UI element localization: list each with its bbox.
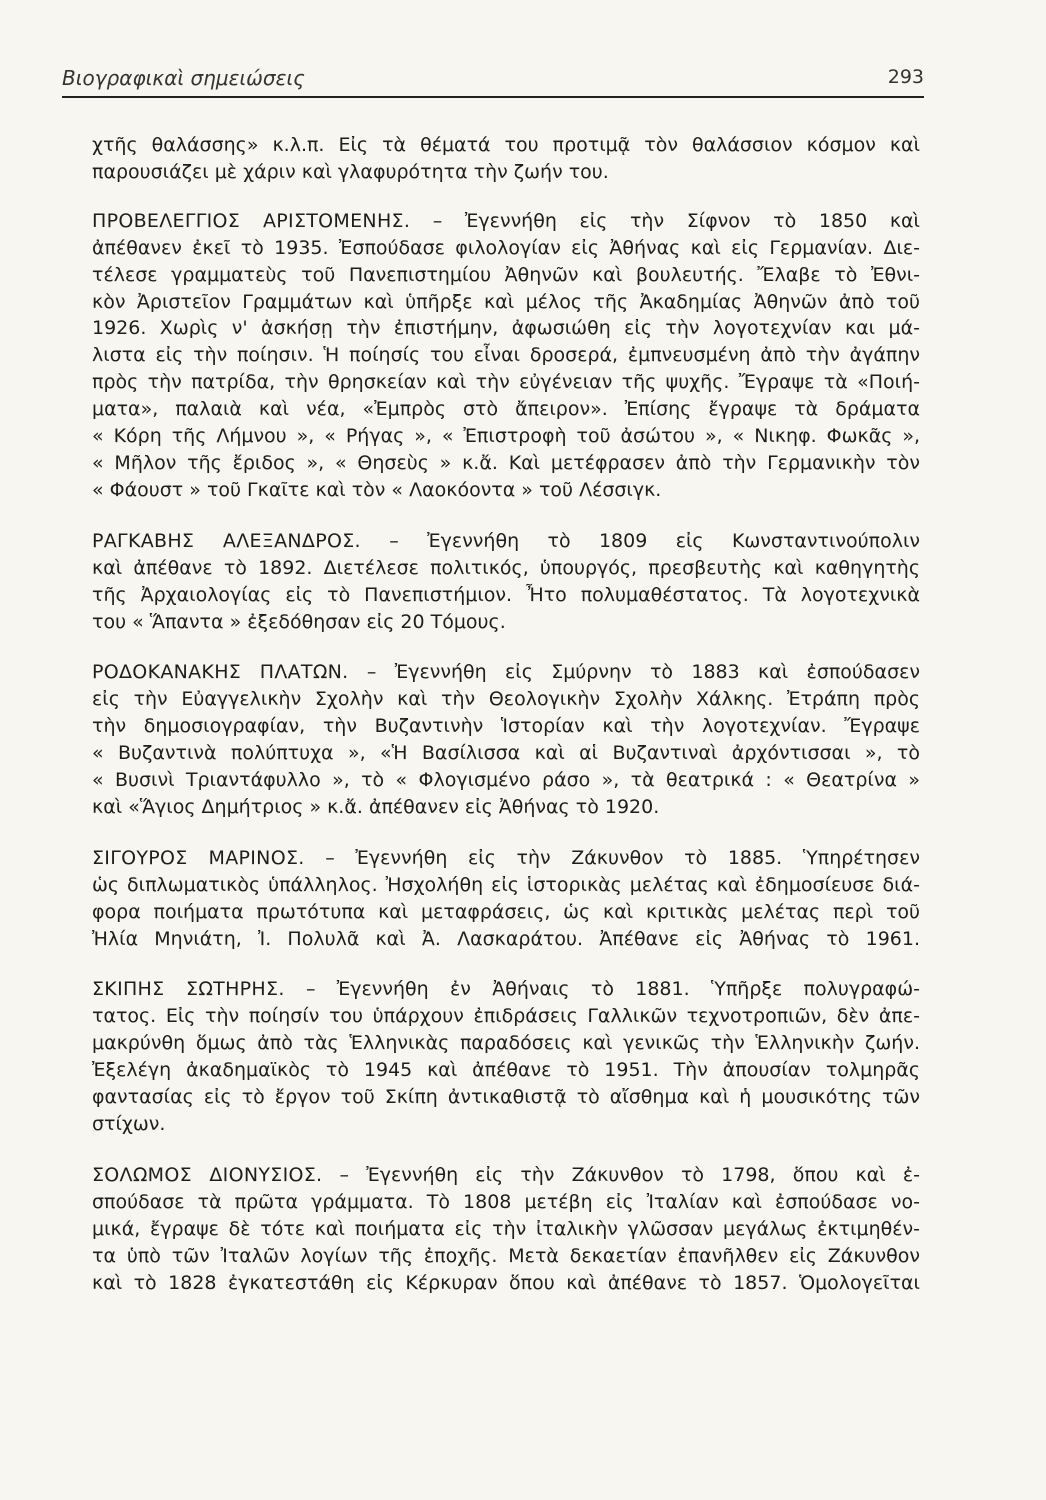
- entry-text: – Ἐγεννήθη ἐν Ἀθήναις τὸ 1881. Ὑπῆρξε πολυγραφώ-: [284, 978, 920, 1001]
- text-line: [92, 1162, 920, 1189]
- entry-solomos: [92, 1162, 920, 1297]
- text-line: σπούδασε τὰ πρῶτα γράμματα. Τὸ 1808 μετέβη εἰς Ἰταλίαν καὶ ἐσπούδασε νο-: [92, 1190, 920, 1213]
- text-line: [92, 659, 920, 686]
- running-title: Βιογραφικαὶ σημειώσεις: [62, 66, 305, 90]
- entry-name: ΠΡΟΒΕΛΕΓΓΙΟΣ ΑΡΙΣΤΟΜΕΝΗΣ.: [92, 209, 411, 232]
- text-line: πρὸς τὴν πατρίδα, τὴν θρησκείαν καὶ τὴν εὐγένειαν τῆς ψυχῆς. Ἔγραψε τὰ «Ποιή-: [92, 371, 920, 394]
- text-line: ματα», παλαιὰ καὶ νέα, «Ἐμπρὸς στὸ ἄπειρον». Ἐπίσης ἔγραψε τὰ δράματα: [92, 398, 920, 421]
- text-line: τα ὑπὸ τῶν Ἰταλῶν λογίων τῆς ἐποχῆς. Μετὰ δεκαετίαν ἐπανῆλθεν εἰς Ζάκυνθον: [92, 1244, 920, 1267]
- text-line: λιστα εἰς τὴν ποίησιν. Ἡ ποίησίς του εἶναι δροσερά, ἐμπνευσμένη ἀπὸ τὴν ἀγάπην: [92, 344, 920, 367]
- entry-skipis: [92, 976, 920, 1137]
- entry-name: ΣΙΓΟΥΡΟΣ ΜΑΡΙΝΟΣ.: [92, 846, 305, 869]
- entry-text: – Ἐγεννήθη εἰς τὴν Ζάκυνθον τὸ 1885. Ὑπηρέτησεν: [304, 846, 920, 869]
- text-line: « Μῆλον τῆς ἔριδος », « Θησεὺς » κ.ἄ. Καὶ μετέφρασεν ἀπὸ τὴν Γερμανικὴν τὸν: [92, 451, 920, 474]
- entry-text: – Ἐγεννήθη εἰς Σμύρνην τὸ 1883 καὶ ἐσπούδασεν: [348, 661, 920, 684]
- text-line: τέλεσε γραμματεὺς τοῦ Πανεπιστημίου Ἀθηνῶν καὶ βουλευτής. Ἔλαβε τὸ Ἐθνι-: [92, 263, 920, 286]
- text-line: τατος. Εἰς τὴν ποίησίν του ὑπάρχουν ἐπιδράσεις Γαλλικῶν τεχνοτροπιῶν, δὲν ἀπε-: [92, 1005, 920, 1028]
- text-line: καὶ ἀπέθανε τὸ 1892. Διετέλεσε πολιτικός, ὑπουργός, πρεσβευτὴς καὶ καθηγητὴς: [92, 556, 920, 579]
- entry-sigouros: [92, 845, 920, 953]
- entry-name: ΡΟΔΟΚΑΝΑΚΗΣ ΠΛΑΤΩΝ.: [92, 661, 349, 684]
- text-line: ὡς διπλωματικὸς ὑπάλληλος. Ἠσχολήθη εἰς ἱστορικὰς μελέτας καὶ ἐδημοσίευσε διά-: [92, 873, 920, 896]
- text-line: Ἐξελέγη ἀκαδημαϊκὸς τὸ 1945 καὶ ἀπέθανε τὸ 1951. Τὴν ἀπουσίαν τολμηρᾶς: [92, 1059, 920, 1082]
- text-line: καὶ «Ἅγιος Δημήτριος » κ.ἄ. ἀπέθανεν εἰς Ἀθήνας τὸ 1920.: [92, 795, 660, 818]
- text-line: [92, 208, 920, 235]
- entry-name: ΣΟΛΩΜΟΣ ΔΙΟΝΥΣΙΟΣ.: [92, 1163, 323, 1186]
- text-line: [92, 845, 920, 872]
- entry-text: – Ἐγεννήθη εἰς τὴν Σίφνον τὸ 1850 καὶ: [410, 209, 920, 232]
- text-line: του « Ἅπαντα » ἐξεδόθησαν εἰς 20 Τόμους.: [92, 610, 506, 633]
- entry-name: ΡΑΓΚΑΒΗΣ ΑΛΕΞΑΝΔΡΟΣ.: [92, 529, 361, 552]
- text-line: τὴν δημοσιογραφίαν, τὴν Βυζαντινὴν Ἱστορίαν καὶ τὴν λογοτεχνίαν. Ἔγραψε: [92, 715, 920, 738]
- text-line: χτῆς θαλάσσης» κ.λ.π. Εἰς τὰ θέματά του προτιμᾷ τὸν θαλάσσιον κόσμον καὶ: [92, 134, 920, 156]
- text-line: καὶ τὸ 1828 ἐγκατεστάθη εἰς Κέρκυραν ὅπου καὶ ἀπέθανε τὸ 1857. Ὁμολογεῖται: [92, 1271, 920, 1294]
- text-line: φορα ποιήματα πρωτότυπα καὶ μεταφράσεις, ὡς καὶ κριτικὰς μελέτας περὶ τοῦ: [92, 900, 920, 923]
- page-header: [62, 62, 924, 98]
- text-line: κὸν Ἀριστεῖον Γραμμάτων καὶ ὑπῆρξε καὶ μέλος τῆς Ἀκαδημίας Ἀθηνῶν ἀπὸ τοῦ: [92, 290, 920, 313]
- text-line: στίχων.: [92, 1113, 166, 1135]
- page-body: [92, 132, 920, 1320]
- text-line: τῆς Ἀρχαιολογίας εἰς τὸ Πανεπιστήμιον. Ἦτο πολυμαθέστατος. Τὰ λογοτεχνικὰ: [92, 583, 920, 606]
- text-line: Ἠλία Μηνιάτη, Ἰ. Πολυλᾶ καὶ Ἀ. Λασκαράτου. Ἀπέθανε εἰς Ἀθήνας τὸ 1961.: [92, 927, 920, 950]
- text-line: παρουσιάζει μὲ χάριν καὶ γλαφυρότητα τὴν ζωήν του.: [92, 160, 609, 183]
- entry-name: ΣΚΙΠΗΣ ΣΩΤΗΡΗΣ.: [92, 978, 285, 1001]
- entry-provelengios: [92, 208, 920, 504]
- text-line: μικά, ἔγραψε δὲ τότε καὶ ποιήματα εἰς τὴν ἰταλικὴν γλῶσσαν μεγάλως ἐκτιμηθέν-: [92, 1217, 920, 1240]
- text-line: « Βυζαντινὰ πολύπτυχα », «Ἡ Βασίλισσα καὶ αἱ Βυζαντιναὶ ἀρχόντισσαι », τὸ: [92, 742, 920, 765]
- text-line: « Φάουστ » τοῦ Γκαῖτε καὶ τὸν « Λαοκόοντα » τοῦ Λέσσιγκ.: [92, 478, 662, 501]
- text-line: « Κόρη τῆς Λήμνου », « Ρήγας », « Ἐπιστροφὴ τοῦ ἀσώτου », « Νικηφ. Φωκᾶς »,: [92, 425, 920, 448]
- entry-continuation: [92, 132, 920, 186]
- entry-text: – Ἐγεννήθη εἰς τὴν Ζάκυνθον τὸ 1798, ὅπου καὶ ἐ-: [322, 1163, 920, 1186]
- entry-text: – Ἐγεννήθη τὸ 1809 εἰς Κωνσταντινούπολιν: [360, 529, 920, 552]
- text-line: εἰς τὴν Εὐαγγελικὴν Σχολὴν καὶ τὴν Θεολογικὴν Σχολὴν Χάλκης. Ἐτράπη πρὸς: [92, 688, 920, 711]
- text-line: « Βυσινὶ Τριαντάφυλλο », τὸ « Φλογισμένο ράσο », τὰ θεατρικά : « Θεατρίνα »: [92, 769, 920, 792]
- entry-rodokanakis: [92, 659, 920, 820]
- text-line: μακρύνθη ὅμως ἀπὸ τὰς Ἑλληνικὰς παραδόσεις καὶ γενικῶς τὴν Ἑλληνικὴν ζωήν.: [92, 1032, 920, 1055]
- text-line: [92, 528, 920, 555]
- page-number: 293: [887, 66, 924, 88]
- entry-rangavis: [92, 528, 920, 636]
- text-line: φαντασίας εἰς τὸ ἔργον τοῦ Σκίπη ἀντικαθιστᾷ τὸ αἴσθημα καὶ ἡ μουσικότης τῶν: [92, 1086, 920, 1109]
- text-line: ἀπέθανεν ἐκεῖ τὸ 1935. Ἐσπούδασε φιλολογίαν εἰς Ἀθήνας καὶ εἰς Γερμανίαν. Διε-: [92, 236, 920, 259]
- text-line: [92, 976, 920, 1003]
- text-line: 1926. Χωρὶς ν' ἀσκήσῃ τὴν ἐπιστήμην, ἀφωσιώθη εἰς τὴν λογοτεχνίαν και μά-: [92, 317, 920, 340]
